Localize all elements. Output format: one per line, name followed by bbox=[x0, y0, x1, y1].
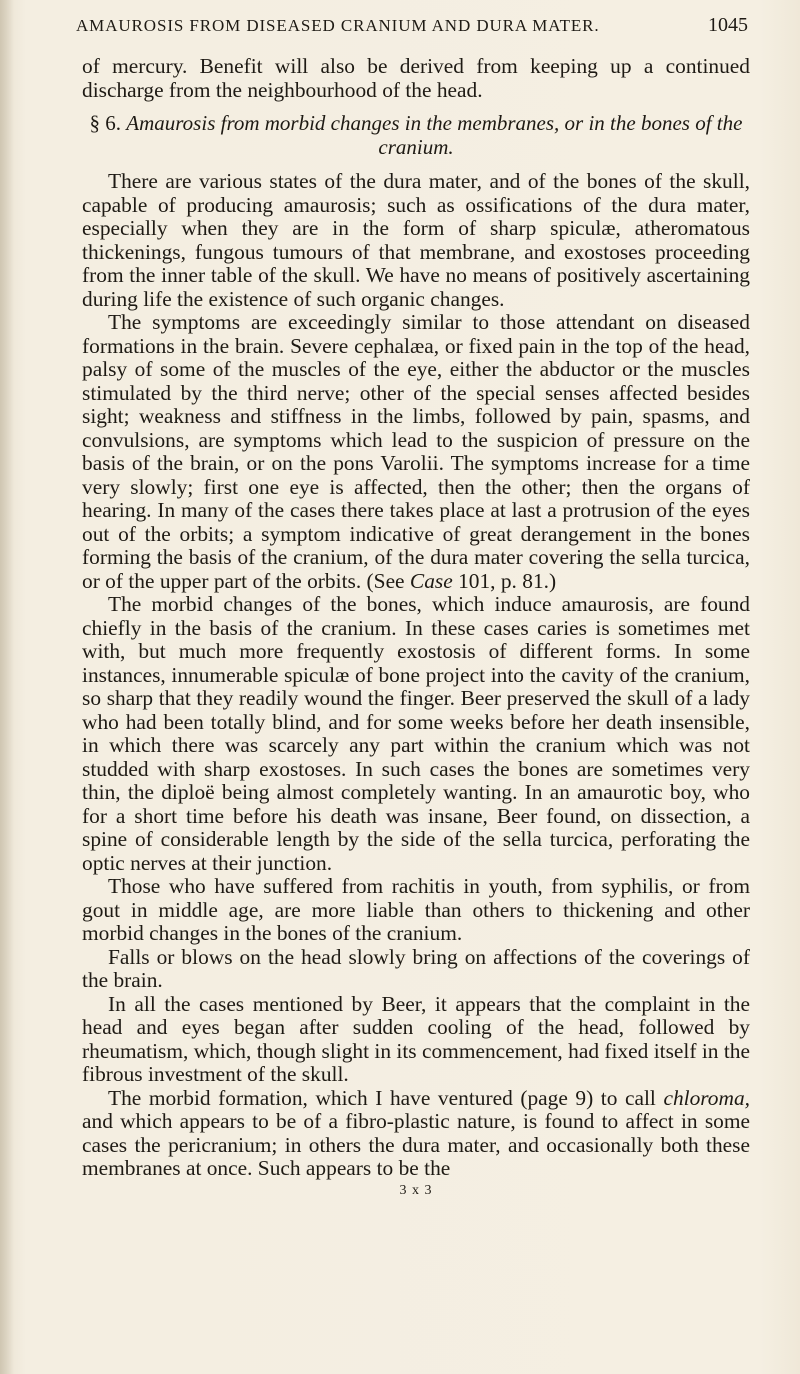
paragraph-3: The morbid changes of the bones, which induce amaurosis, are found chiefly in the basis of the cranium. In these cases caries is sometimes met with, but much more frequently exostosis of different forms. In some instances, innumerable spiculæ of bone project into the cavity of the cranium, so sharp that they readily wound the finger. Beer preserved the skull of a lady who had been totally blind, and for some weeks before her death insensible, in which there was scarcely any part within the cranium which was not studded with sharp exostoses. In such cases the bones are sometimes very thin, the diploë being almost completely wanting. In an amaurotic boy, who for a short time before his death was insane, Beer found, on dissection, a spine of considerable length by the side of the sella turcica, perforating the optic nerves at their junction. bbox=[82, 592, 750, 875]
page-body bbox=[82, 55, 750, 1200]
section-heading bbox=[82, 112, 750, 159]
running-header bbox=[76, 14, 748, 44]
chloroma-term: chloroma, bbox=[663, 1085, 750, 1110]
paragraph-7-end: and which appears to be of a fibro-plastic nature, is found to affect in some cases the pericranium; in others the dura mater, and occasionally both these membranes at once. Such appears to be the bbox=[82, 1109, 750, 1180]
paragraph-7 bbox=[82, 1087, 750, 1181]
paragraph-5: Falls or blows on the head slowly bring on affections of the coverings of the brain. bbox=[82, 944, 750, 992]
case-reference-term: Case bbox=[409, 568, 453, 593]
case-reference-close: 101, p. 81.) bbox=[458, 568, 557, 593]
running-title: AMAUROSIS FROM DISEASED CRANIUM AND DURA MATER. bbox=[76, 16, 600, 35]
page-gutter-shadow bbox=[0, 0, 14, 1374]
paragraph-1: There are various states of the dura mater, and of the bones of the skull, capable of producing amaurosis; such as ossifications of the dura mater, especially when they are in the form of sharp spiculæ, atheromatous thickenings, fungous tumours of that membrane, and exostoses proceeding from the inner table of the skull. We have no means of positively ascertaining during life the existence of such organic changes. bbox=[82, 169, 750, 311]
paragraph-2-text: The symptoms are exceedingly similar to those attendant on diseased formations in the brain. Severe cephalæa, or fixed pain in the top of the head, palsy of some of the muscles of the eye, either the abductor or the muscles stimulated by the third nerve; other of the special senses affected besides sight; weakness and stiffness in the limbs, followed by pain, spasms, and convulsions, are symptoms which lead to the suspicion of pressure on the basis of the brain, or on the pons Varolii. The symptoms increase for a time very slowly; first one eye is affected, then the other; then the organs of hearing. In many of the cases there takes place at last a protrusion of the eyes out of the orbits; a symptom indicative of great derangement in the bones forming the basis of the cranium, of the dura mater covering the sella turcica, or of the upper part of the orbits. bbox=[82, 310, 750, 593]
section-number: § 6. bbox=[89, 111, 122, 135]
signature-mark: 3 x 3 bbox=[399, 1182, 433, 1198]
paragraph-2 bbox=[82, 311, 750, 593]
section-title: Amaurosis from morbid changes in the membranes, or in the bones of the cranium. bbox=[126, 111, 743, 159]
paragraph-6: In all the cases mentioned by Beer, it appears that the complaint in the head and eyes began after sudden cooling of the head, followed by rheumatism, which, though slight in its commencement, had fixed itself in the fibrous investment of the skull. bbox=[82, 991, 750, 1086]
paragraph-continued: of mercury. Benefit will also be derived from keeping up a continued discharge from the neighbourhood of the head. bbox=[82, 54, 750, 102]
paragraph-7-start: The morbid formation, which I have ventured (page 9) to call bbox=[108, 1085, 656, 1110]
case-reference-open: (See bbox=[366, 568, 405, 593]
page-number: 1045 bbox=[708, 14, 748, 36]
paragraph-4: Those who have suffered from rachitis in youth, from syphilis, or from gout in middle age, are more liable than others to thickening and other morbid changes in the bones of the cranium. bbox=[82, 874, 750, 945]
